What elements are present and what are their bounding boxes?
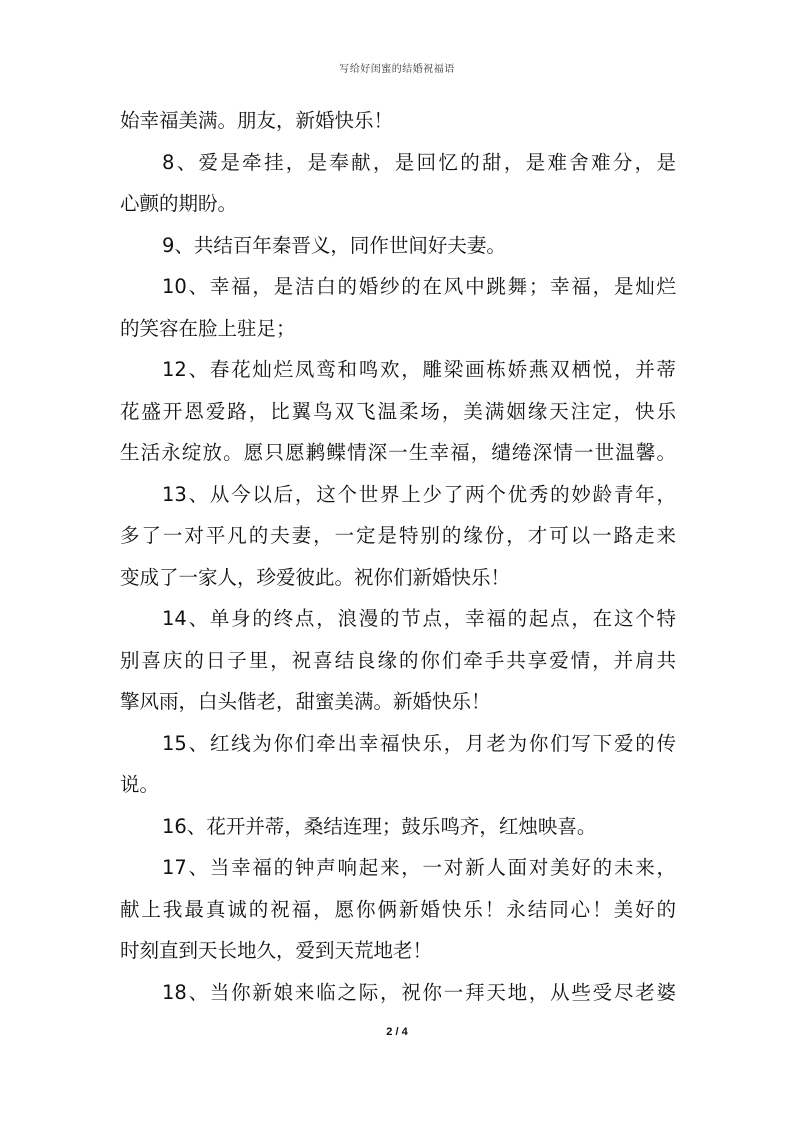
- text-line: 变成了一家人，珍爱彼此。祝你们新婚快乐！: [120, 565, 511, 589]
- text-line: 9、共结百年秦晋义，同作世间好夫妻。: [162, 233, 506, 257]
- text-line: 时刻直到天长地久，爱到天荒地老！: [120, 939, 433, 962]
- text-line: 17、当幸福的钟声响起来，一对新人面对美好的未来，: [162, 856, 676, 879]
- text-line: 多了一对平凡的夫妻，一定是特别的缘份，才可以一路走来: [120, 524, 676, 547]
- paragraph-17: [120, 847, 676, 972]
- paragraph-8: [120, 142, 676, 225]
- text-line: 10、幸福，是洁白的婚纱的在风中跳舞；幸福，是灿烂: [162, 275, 676, 298]
- text-line: 别喜庆的日子里，祝喜结良缘的你们牵手共享爱情，并肩共: [120, 648, 676, 672]
- page-header-title: 写给好闺蜜的结婚祝福语: [339, 64, 455, 75]
- text-line: 说。: [120, 773, 160, 796]
- text-line: 始幸福美满。朋友，新婚快乐！: [120, 109, 394, 132]
- text-line: 生活永绽放。愿只愿鹣鲽情深一生幸福，缱绻深情一世温馨。: [120, 441, 676, 464]
- paragraph-9: [120, 225, 676, 267]
- text-line: 的笑容在脸上驻足；: [120, 316, 296, 340]
- text-line: 花盛开恩爱路，比翼鸟双飞温柔场，美满姻缘天注定，快乐: [120, 399, 676, 423]
- paragraph-16: [120, 806, 676, 848]
- text-line: 心颤的期盼。: [120, 192, 238, 215]
- text-line: 擎风雨，白头偕老，甜蜜美满。新婚快乐！: [120, 690, 491, 713]
- page-number: 2 / 4: [386, 1026, 408, 1038]
- paragraph-13: [120, 474, 676, 599]
- text-line: 15、红线为你们牵出幸福快乐，月老为你们写下爱的传: [162, 731, 676, 755]
- text-line: 12、春花灿烂凤鸾和鸣欢，雕梁画栋娇燕双栖悦，并蒂: [162, 358, 676, 381]
- text-line: 16、花开并蒂，桑结连理；鼓乐鸣齐，红烛映喜。: [162, 814, 597, 838]
- paragraph-10: [120, 266, 676, 349]
- paragraph-18: [120, 972, 676, 1014]
- paragraph-15: [120, 723, 676, 806]
- paragraph-14: [120, 598, 676, 723]
- paragraph-12: [120, 349, 676, 474]
- text-line: 18、当你新娘来临之际，祝你一拜天地，从些受尽老婆: [162, 980, 676, 1004]
- text-line: 8、爱是牵挂，是奉献，是回忆的甜，是难舍难分，是: [162, 150, 676, 174]
- document-body: [120, 100, 676, 1013]
- paragraph-continued: [120, 100, 676, 142]
- text-line: 14、单身的终点，浪漫的节点，幸福的起点，在这个特: [162, 607, 676, 630]
- text-line: 13、从今以后，这个世界上少了两个优秀的妙龄青年，: [162, 482, 676, 506]
- text-line: 献上我最真诚的祝福，愿你俩新婚快乐！永结同心！美好的: [120, 897, 676, 921]
